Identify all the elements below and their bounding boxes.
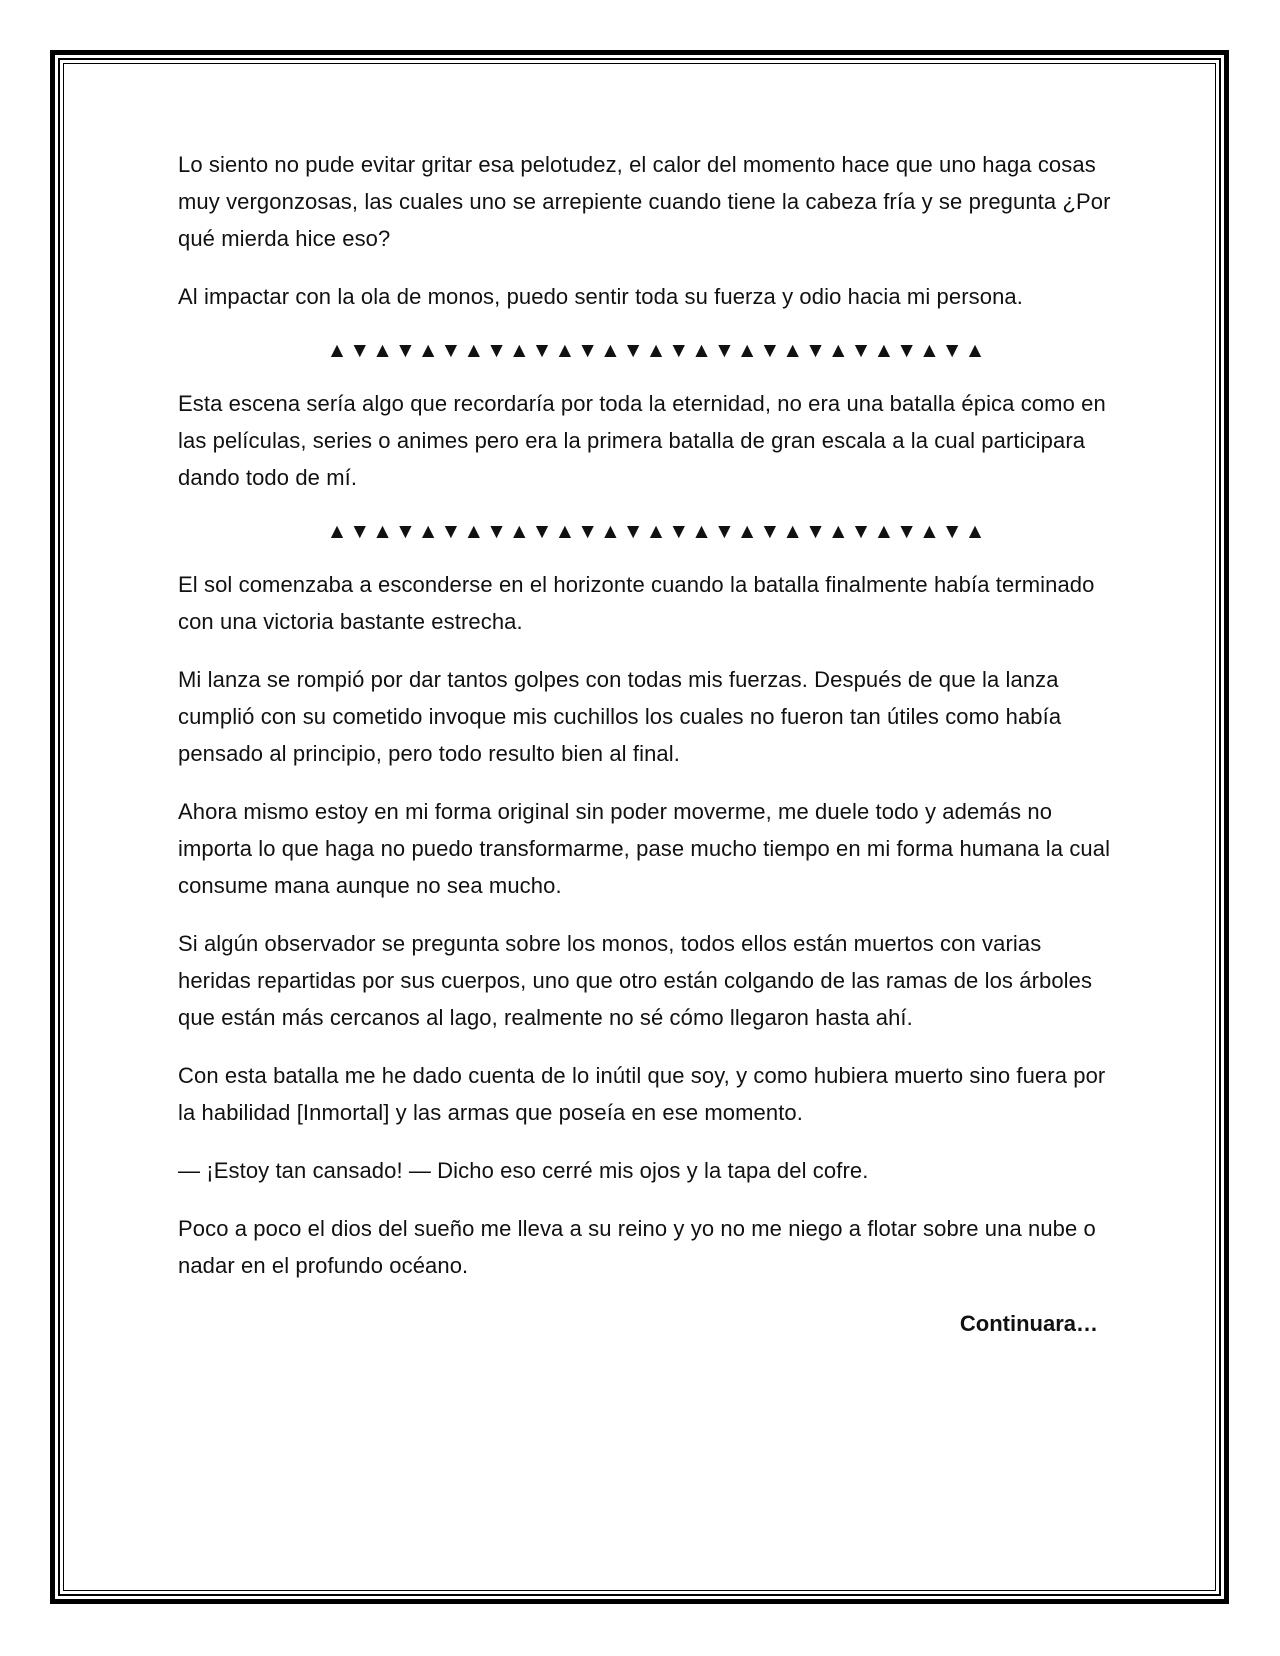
- paragraph: Poco a poco el dios del sueño me lleva a su reino y yo no me niego a flotar sobre una nube o nadar en el profundo océano.: [178, 1216, 1096, 1278]
- paragraph: Esta escena sería algo que recordaría por toda la eternidad, no era una batalla épica como en las películas, series o animes pero era la primera batalla de gran escala a la cual participara dando todo de mí.: [178, 391, 1106, 490]
- scene-divider: ▲▼▲▼▲▼▲▼▲▼▲▼▲▼▲▼▲▼▲▼▲▼▲▼▲▼▲▼▲: [326, 520, 988, 543]
- paragraph: Al impactar con la ola de monos, puedo sentir toda su fuerza y odio hacia mi persona.: [178, 284, 1023, 309]
- dialogue-paragraph: — ¡Estoy tan cansado! — Dicho eso cerré mis ojos y la tapa del cofre.: [178, 1158, 869, 1183]
- paragraph: Lo siento no pude evitar gritar esa pelotudez, el calor del momento hace que uno haga cosas muy vergonzosas, las cuales uno se arrepiente cuando tiene la cabeza fría y se pregunta ¿Por qué mierda hice eso?: [178, 152, 1111, 251]
- to-be-continued: Continuara…: [959, 1311, 1098, 1336]
- scene-divider: ▲▼▲▼▲▼▲▼▲▼▲▼▲▼▲▼▲▼▲▼▲▼▲▼▲▼▲▼▲: [326, 339, 988, 362]
- paragraph: Con esta batalla me he dado cuenta de lo inútil que soy, y como hubiera muerto sino fuera por la habilidad [Inmortal] y las armas que poseía en ese momento.: [178, 1063, 1106, 1125]
- paragraph: Si algún observador se pregunta sobre los monos, todos ellos están muertos con varias heridas repartidas por sus cuerpos, uno que otro están colgando de las ramas de los árboles que están más cercanos al lago, realmente no sé cómo llegaron hasta ahí.: [178, 931, 1093, 1030]
- paragraph: El sol comenzaba a esconderse en el horizonte cuando la batalla finalmente había terminado con una victoria bastante estrecha.: [178, 572, 1095, 634]
- paragraph: Mi lanza se rompió por dar tantos golpes con todas mis fuerzas. Después de que la lanza cumplió con su cometido invoque mis cuchillos los cuales no fueron tan útiles como había pensado al principio, pero todo resulto bien al final.: [178, 667, 1062, 766]
- document-body: [178, 146, 1118, 1342]
- paragraph: Ahora mismo estoy en mi forma original sin poder moverme, me duele todo y además no importa lo que haga no puedo transformarme, pase mucho tiempo en mi forma humana la cual consume mana aunque no sea mucho.: [178, 799, 1111, 898]
